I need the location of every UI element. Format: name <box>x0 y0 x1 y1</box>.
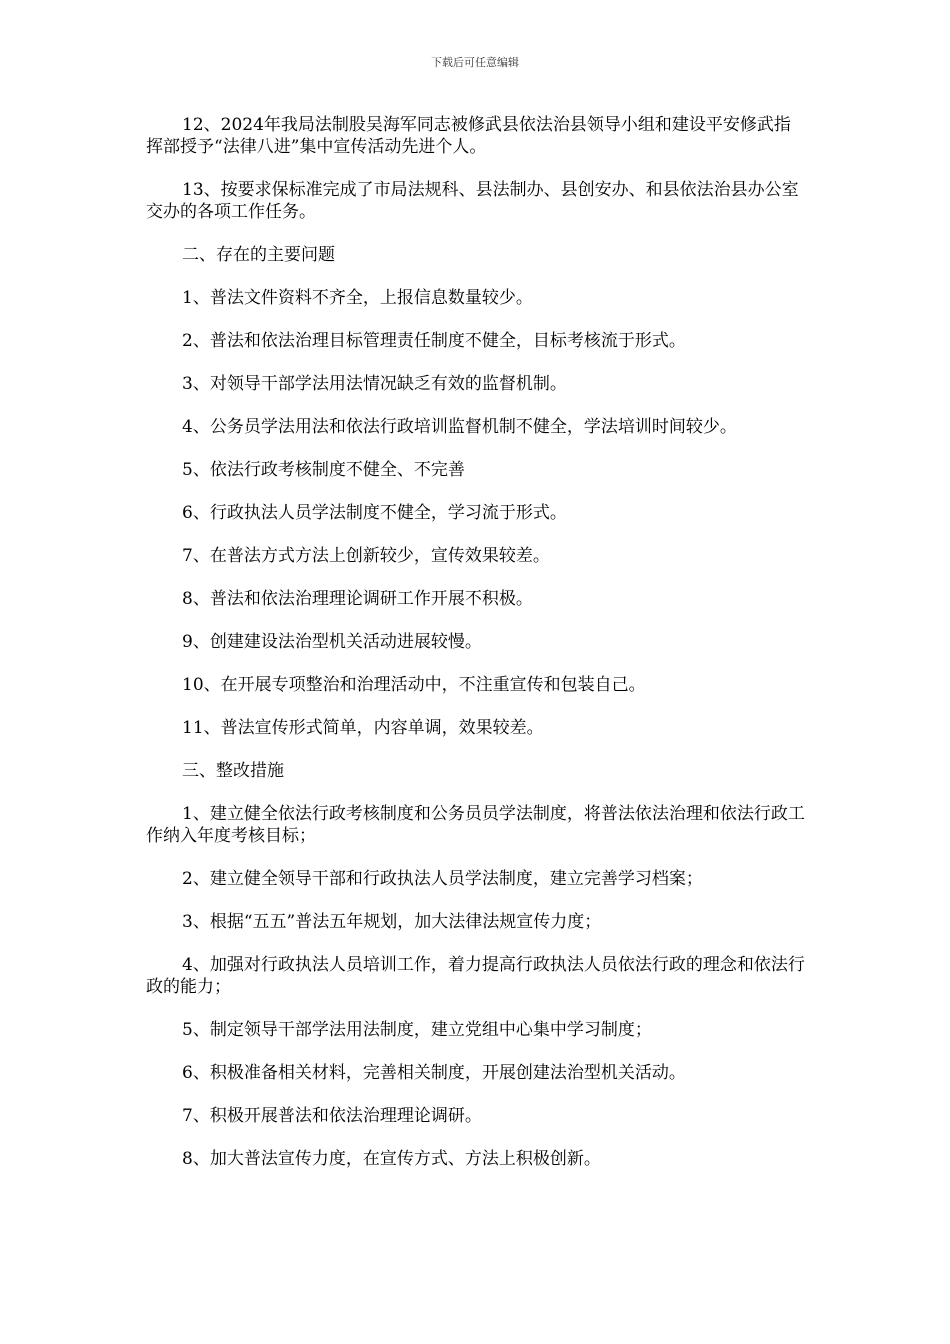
measure-item-8: 8、加大普法宣传力度，在宣传方式、方法上积极创新。 <box>182 1149 601 1169</box>
problem-item-7: 7、在普法方式方法上创新较少，宣传效果较差。 <box>182 546 550 566</box>
problem-item-11: 11、普法宣传形式简单，内容单调，效果较差。 <box>182 718 544 738</box>
problem-item-8: 8、普法和依法治理理论调研工作开展不积极。 <box>182 589 533 609</box>
paragraph-item-12: 12、2024年我局法制股吴海军同志被修武县依法治县领导小组和建设平安修武指挥部授予“法律八进”集中宣传活动先进个人。 <box>146 115 791 157</box>
measure-item-6: 6、积极准备相关材料，完善相关制度，开展创建法治型机关活动。 <box>182 1063 686 1083</box>
problem-item-1: 1、普法文件资料不齐全，上报信息数量较少。 <box>182 288 533 308</box>
problem-item-10: 10、在开展专项整治和治理活动中，不注重宣传和包装自己。 <box>182 675 646 695</box>
measure-item-1: 1、建立健全依法行政考核制度和公务员员学法制度，将普法依法治理和依法行政工作纳入年度考核目标； <box>146 804 805 846</box>
document-body <box>146 114 806 1191</box>
problem-item-3: 3、对领导干部学法用法情况缺乏有效的监督机制。 <box>182 374 567 394</box>
section-heading-measures: 三、整改措施 <box>182 761 284 781</box>
measure-item-4: 4、加强对行政执法人员培训工作，着力提高行政执法人员依法行政的理念和依法行政的能力； <box>146 955 805 997</box>
problem-item-6: 6、行政执法人员学法制度不健全，学习流于形式。 <box>182 503 567 523</box>
problem-item-5: 5、依法行政考核制度不健全、不完善 <box>182 460 465 480</box>
problem-item-2: 2、普法和依法治理目标管理责任制度不健全，目标考核流于形式。 <box>182 331 686 351</box>
section-heading-problems: 二、存在的主要问题 <box>182 245 335 265</box>
measure-item-5: 5、制定领导干部学法用法制度，建立党组中心集中学习制度； <box>182 1020 652 1040</box>
measure-item-3: 3、根据“五五”普法五年规划，加大法律法规宣传力度； <box>182 912 602 932</box>
measure-item-7: 7、积极开展普法和依法治理理论调研。 <box>182 1106 482 1126</box>
page-header: 下载后可任意编辑 <box>431 56 519 69</box>
problem-item-4: 4、公务员学法用法和依法行政培训监督机制不健全，学法培训时间较少。 <box>182 417 737 437</box>
measure-item-2: 2、建立健全领导干部和行政执法人员学法制度，建立完善学习档案； <box>182 869 703 889</box>
paragraph-item-13: 13、按要求保标准完成了市局法规科、县法制办、县创安办、和县依法治县办公室交办的各项工作任务。 <box>146 180 799 222</box>
problem-item-9: 9、创建建设法治型机关活动进展较慢。 <box>182 632 482 652</box>
